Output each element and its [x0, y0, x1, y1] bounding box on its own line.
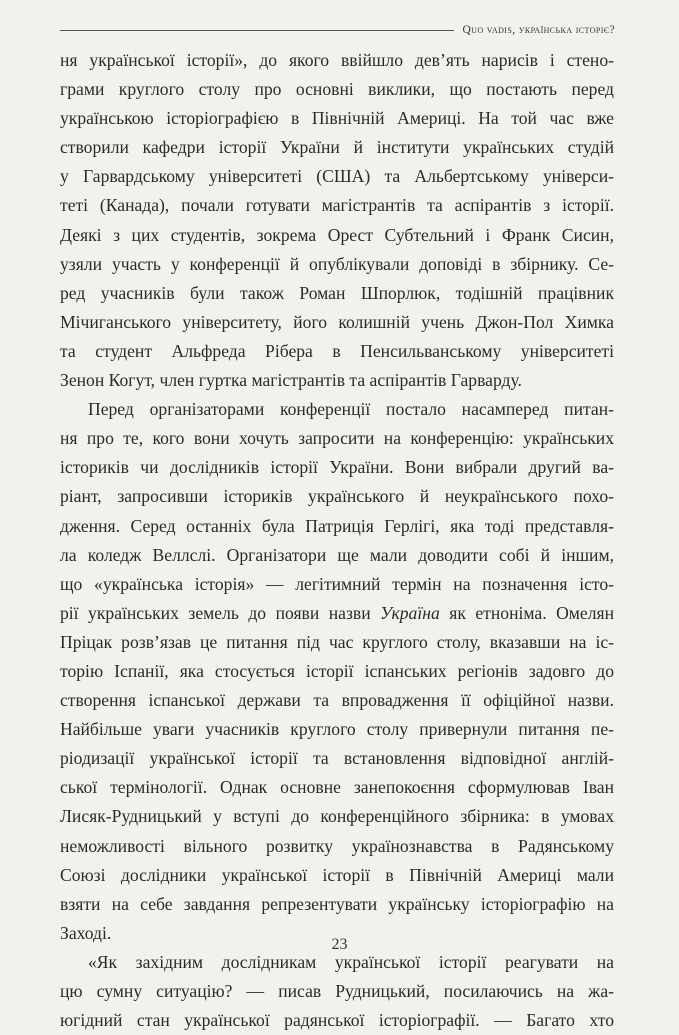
page-number: 23 [331, 936, 348, 953]
text-line: ріодизації української історії та встановлення відповідної англій- [60, 748, 614, 769]
running-head [60, 24, 615, 36]
text-segment: як етноніма. Омелян [439, 602, 614, 623]
text-line: грами круглого столу про основні виклики, що постають перед [60, 79, 614, 100]
text-line: Лисяк-Рудницький у вступі до конференційного збірника: в умовах [60, 806, 614, 827]
text-line: Заході. [60, 922, 112, 943]
text-line: ред учасників були також Роман Шпорлюк, тодішній працівник [60, 282, 614, 303]
running-title: Quo vadis, українська історіє? [462, 24, 615, 36]
text-line: цю сумну ситуацію? — писав Рудницький, посилаючись на жа- [60, 981, 614, 1001]
text-line: та студент Альфреда Рібера в Пенсильванському університеті [60, 340, 614, 361]
text-line: що «українська історія» — легітимний термін на позначення істо- [60, 573, 614, 594]
text-segment: рії українських земель до появи назви [60, 602, 381, 623]
text-line: ріант, запросивши істориків українського й неукраїнського похо- [60, 486, 614, 507]
text-line: істориків чи дослідників історії України. Вони вибрали другий ва- [60, 457, 614, 478]
header-rule [60, 30, 454, 31]
text-line: українською історіографією в Північній Америці. На той час вже [60, 108, 614, 129]
text-line: узяли участь у конференції й опублікували доповіді в збірнику. Се- [60, 253, 614, 274]
text-line: Деякі з цих студентів, зокрема Орест Субтельний і Франк Сисин, [60, 224, 614, 245]
italic-term: Україна [380, 602, 440, 623]
text-line: Пріцак розв’язав це питання під час круглого столу, вказавши на іс- [60, 631, 614, 652]
text-line: Найбільше уваги учасників круглого столу привернули питання пе- [60, 719, 614, 740]
text-line: у Гарвардському університеті (США) та Альбертському універси- [60, 166, 614, 187]
text-line: Перед організаторами конференції постало насамперед питан- [88, 399, 614, 420]
text-line: теті (Канада), почали готувати магістрантів та аспірантів з історії. [60, 195, 614, 216]
text-line: створили кафедри історії України й інститути українських студій [60, 137, 614, 158]
text-line: дження. Серед останніх була Патриція Герлігі, яка тоді представля- [60, 515, 614, 536]
text-line: торію Іспанії, яка стосується історії іспанських регіонів задовго до [60, 660, 614, 681]
text-line [60, 599, 614, 628]
text-line: ла коледж Веллслі. Організатори ще мали доводити собі й іншим, [60, 544, 614, 565]
text-line: взяти на себе завдання репрезентувати українську історіографію на [60, 893, 614, 914]
text-line: створення іспанської держави та впровадження її офіційної назви. [60, 690, 614, 711]
body-text [60, 46, 614, 1035]
text-line: неможливості вільного розвитку українознавства в Радянському [60, 835, 614, 856]
text-line: Союзі дослідники української історії в Північній Америці мали [60, 864, 614, 885]
text-line: ня про те, кого вони хочуть запросити на конференцію: українських [60, 428, 614, 449]
text-line: Мічиганського університету, його колишній учень Джон-Пол Химка [60, 311, 614, 332]
text-line: ня української історії», до якого ввійшло дев’ять нарисів і стено- [60, 50, 614, 70]
text-line: Зенон Когут, член гуртка магістрантів та аспірантів Гарварду. [60, 370, 522, 391]
text-line: югідний стан української радянської історіографії. — Багато хто [60, 1010, 614, 1031]
text-line: «Як західним дослідникам української історії реагувати на [88, 951, 614, 972]
text-line: ської термінології. Однак основне занепокоєння сформулював Іван [60, 777, 614, 798]
